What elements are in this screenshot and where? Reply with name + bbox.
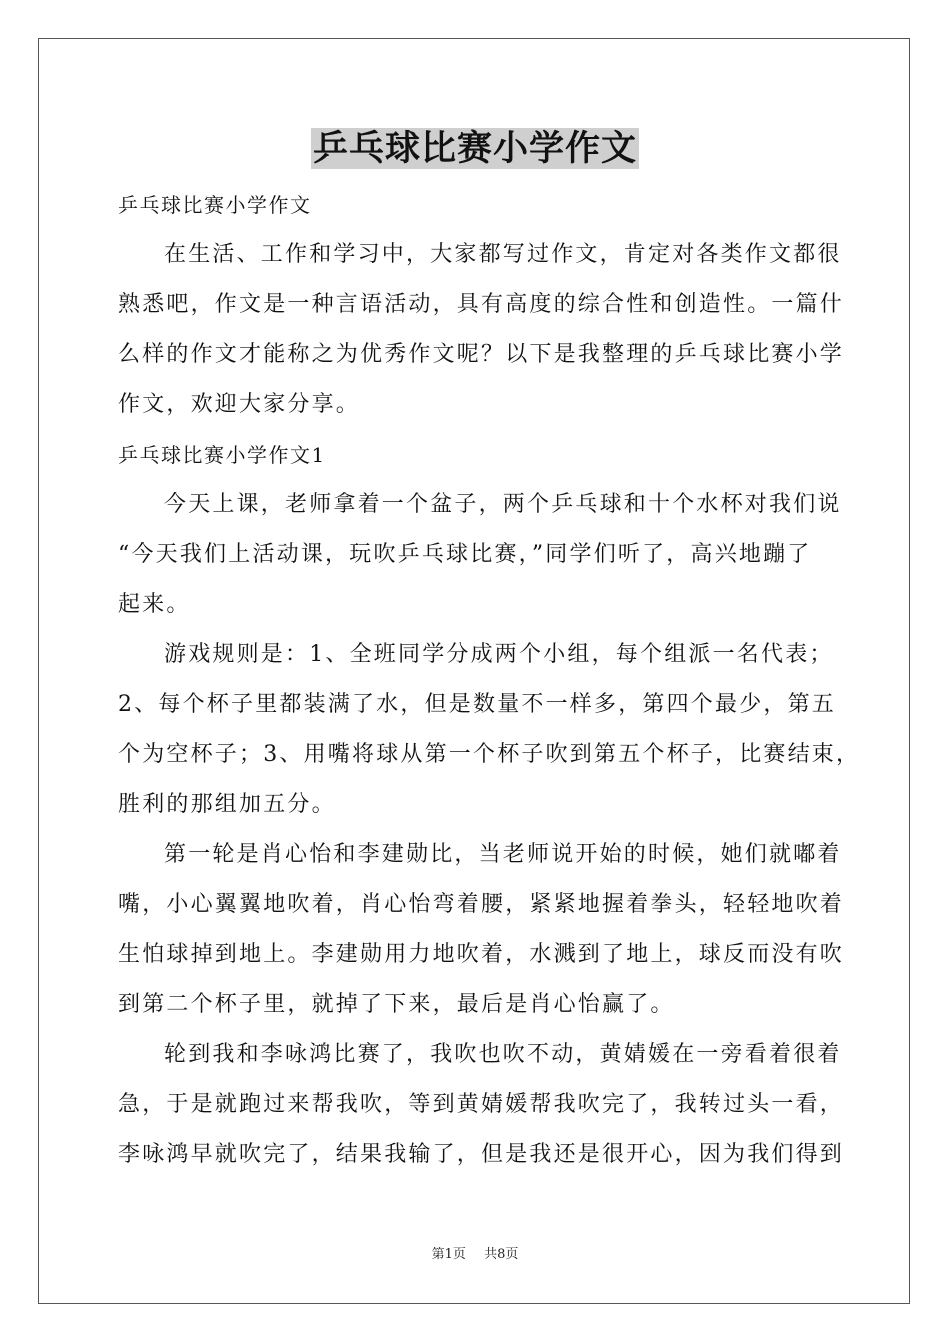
text-line: 今天上课，老师拿着一个盆子，两个乒乓球和十个水杯对我们说 bbox=[164, 492, 842, 517]
document-title bbox=[0, 124, 950, 174]
text-line: 嘴，小心翼翼地吹着，肖心怡弯着腰，紧紧地握着拳头，轻轻地吹着 bbox=[118, 892, 845, 917]
text-line: 么样的作文才能称之为优秀作文呢？以下是我整理的乒乓球比赛小学 bbox=[118, 342, 845, 367]
page-footer bbox=[0, 1245, 950, 1265]
text-line: 生怕球掉到地上。李建勋用力地吹着，水溅到了地上，球反而没有吹 bbox=[118, 942, 845, 967]
text-line: 作文，欢迎大家分享。 bbox=[118, 392, 361, 417]
text-line: 个为空杯子；3、用嘴将球从第一个杯子吹到第五个杯子，比赛结束， bbox=[118, 742, 861, 767]
page-number-total: 共8页 bbox=[484, 1247, 519, 1262]
text-line: 起来。 bbox=[118, 592, 191, 617]
text-line: 游戏规则是：1、全班同学分成两个小组，每个组派一名代表； bbox=[164, 642, 834, 667]
text-line: 胜利的那组加五分。 bbox=[118, 792, 336, 817]
text-line: 在生活、工作和学习中，大家都写过作文，肯定对各类作文都很 bbox=[164, 242, 842, 267]
text-line: 2、每个杯子里都装满了水，但是数量不一样多，第四个最少，第五 bbox=[118, 692, 836, 717]
document-body bbox=[118, 180, 861, 1180]
text-line: 第一轮是肖心怡和李建勋比，当老师说开始的时候，她们就嘟着 bbox=[164, 842, 842, 867]
text-line: 急，于是就跑过来帮我吹，等到黄婧媛帮我吹完了，我转过头一看， bbox=[118, 1092, 845, 1117]
text-line: 熟悉吧，作文是一种言语活动，具有高度的综合性和创造性。一篇什 bbox=[118, 292, 845, 317]
text-line: 到第二个杯子里，就掉了下来，最后是肖心怡赢了。 bbox=[118, 992, 675, 1017]
text-line: “今天我们上活动课，玩吹乒乓球比赛，”同学们听了，高兴地蹦了 bbox=[118, 542, 812, 567]
document-title-text: 乒乓球比赛小学作文 bbox=[312, 128, 637, 169]
text-line: 李咏鸿早就吹完了，结果我输了，但是我还是很开心，因为我们得到 bbox=[118, 1142, 845, 1167]
page-number-current: 第1页 bbox=[431, 1247, 466, 1262]
section-heading: 乒乓球比赛小学作文1 bbox=[118, 443, 326, 467]
section-heading: 乒乓球比赛小学作文 bbox=[118, 193, 312, 217]
text-line: 轮到我和李咏鸿比赛了，我吹也吹不动，黄婧媛在一旁看着很着 bbox=[164, 1042, 842, 1067]
